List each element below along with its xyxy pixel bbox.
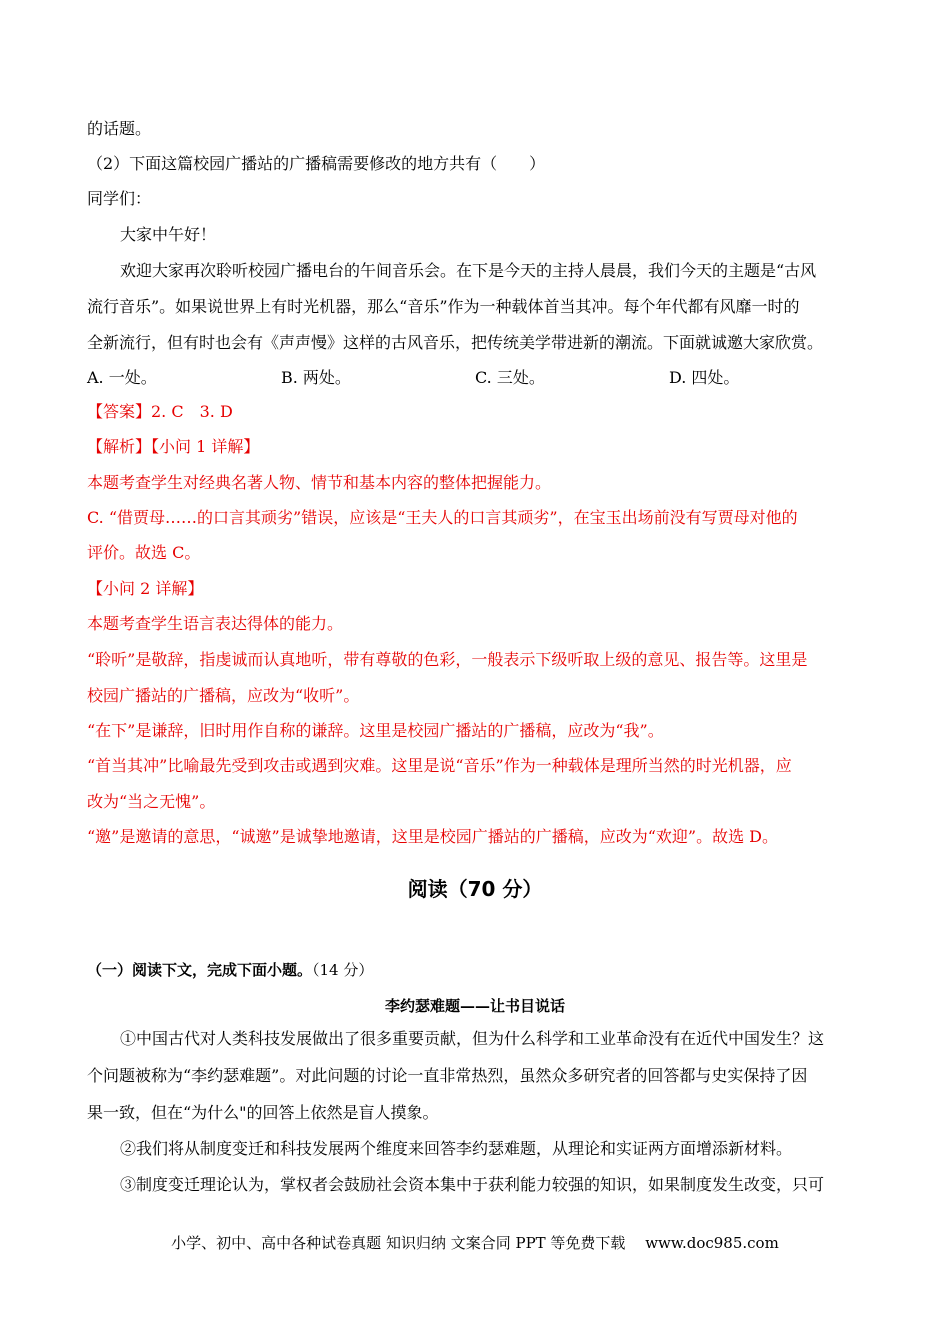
section-heading: 阅读（70 分） bbox=[407, 877, 543, 901]
text-line: 个问题被称为“李约瑟难题”。对此问题的讨论一直非常热烈，虽然众多研究者的回答都与史实保持了因 bbox=[87, 1066, 808, 1085]
text-line: “首当其冲”比喻最先受到攻击或遇到灾难。这里是说“音乐”作为一种载体是理所当然的时光机器，应 bbox=[87, 756, 792, 775]
text-line: ①中国古代对人类科技发展做出了很多重要贡献，但为什么科学和工业革命没有在近代中国发生？这 bbox=[120, 1029, 825, 1048]
option-a: A. 一处。 bbox=[87, 368, 157, 387]
text-line: 流行音乐”。如果说世界上有时光机器，那么“音乐”作为一种载体首当其冲。每个年代都有风靡一时的 bbox=[87, 297, 800, 316]
text-line: 评价。故选 C。 bbox=[87, 543, 201, 562]
text-line: 校园广播站的广播稿，应改为“收听”。 bbox=[87, 686, 360, 705]
text-line: C. “借贾母……的口言其顽劣”错误，应该是“王夫人的口言其顽劣”，在宝玉出场前没有写贾母对他的 bbox=[87, 508, 798, 527]
option-b: B. 两处。 bbox=[281, 368, 351, 387]
text-line: 本题考查学生语言表达得体的能力。 bbox=[87, 614, 344, 633]
text-line: 果一致，但在“为什么"的回答上依然是盲人摸象。 bbox=[87, 1103, 439, 1122]
text-line: 全新流行，但有时也会有《声声慢》这样的古风音乐，把传统美学带进新的潮流。下面就诚邀大家欣赏。 bbox=[87, 333, 824, 352]
article-title: 李约瑟难题——让书目说话 bbox=[384, 997, 565, 1015]
text-line: ③制度变迁理论认为，掌权者会鼓励社会资本集中于获利能力较强的知识，如果制度发生改变，只可 bbox=[120, 1175, 825, 1194]
subquestion-label: 【小问 2 详解】 bbox=[87, 579, 204, 598]
page-footer: 小学、初中、高中各种试卷真题 知识归纳 文案合同 PPT 等免费下载 www.doc985.com bbox=[171, 1234, 779, 1252]
text-line: 本题考查学生对经典名著人物、情节和基本内容的整体把握能力。 bbox=[87, 473, 552, 492]
question-2: （2）下面这篇校园广播站的广播稿需要修改的地方共有（ ） bbox=[87, 154, 546, 173]
instruction-text: （一）阅读下文，完成下面小题。 bbox=[87, 961, 313, 979]
text-line: “聆听”是敬辞，指虔诚而认真地听，带有尊敬的色彩，一般表示下级听取上级的意见、报告等。这里是 bbox=[87, 650, 808, 669]
text-line: 改为“当之无愧”。 bbox=[87, 792, 216, 811]
option-d: D. 四处。 bbox=[669, 368, 740, 387]
text-line: “在下”是谦辞，旧时用作自称的谦辞。这里是校园广播站的广播稿，应改为“我”。 bbox=[87, 721, 664, 740]
analysis-label: 【解析】【小问 1 详解】 bbox=[87, 437, 260, 456]
text-line: 的话题。 bbox=[87, 119, 152, 138]
option-c: C. 三处。 bbox=[475, 368, 545, 387]
text-line: 欢迎大家再次聆听校园广播电台的午间音乐会。在下是今天的主持人晨晨，我们今天的主题是“古风 bbox=[120, 261, 817, 280]
text-line: 同学们： bbox=[87, 189, 152, 208]
text-line: “邀”是邀请的意思，“诚邀”是诚挚地邀请，这里是校园广播站的广播稿，应改为“欢迎”。故选 D。 bbox=[87, 827, 778, 846]
reading-instruction bbox=[87, 960, 373, 980]
text-line: 大家中午好！ bbox=[120, 225, 217, 244]
text-line: ②我们将从制度变迁和科技发展两个维度来回答李约瑟难题，从理论和实证两方面增添新材料。 bbox=[120, 1139, 793, 1158]
instruction-score: （14 分） bbox=[312, 961, 374, 979]
answer-line: 【答案】2. C 3. D bbox=[87, 402, 233, 421]
